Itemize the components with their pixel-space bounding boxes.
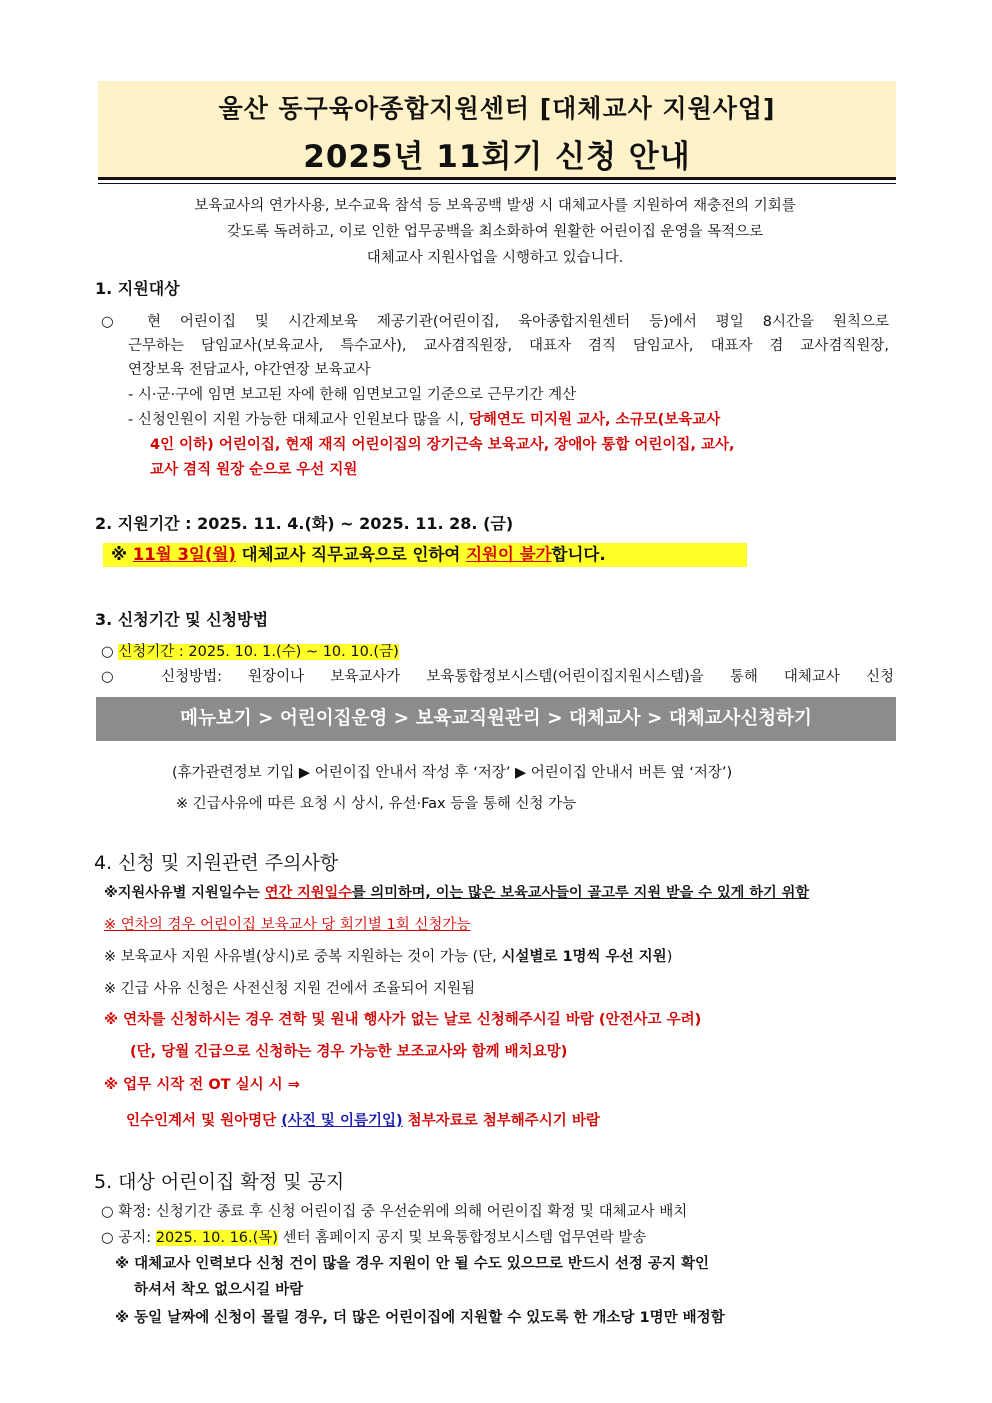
intro-line: 대체교사 지원사업을 시행하고 있습니다.: [366, 250, 624, 266]
menu-path-bar: 메뉴보기 > 어린이집운영 > 보육교직원관리 > 대체교사 > 대체교사신청하기: [96, 697, 896, 741]
s2-date: 11월 3일(월): [132, 545, 236, 564]
s1-line: 근무하는 담임교사(보육교사, 특수교사), 교사겸직원장, 대표자 겸직 담임교사, 대표자 겸 교사겸직원장,: [128, 338, 889, 354]
s4-note: [104, 882, 809, 902]
s5-line: ○ 확정: 신청기간 종료 후 신청 어린이집 중 우선순위에 의해 어린이집 확정 및 대체교사 배치: [101, 1204, 688, 1220]
section5-heading: 5. 대상 어린이집 확정 및 공지: [94, 1171, 345, 1193]
s5-line: ※ 대체교사 인력보다 신청 건이 많을 경우 지원이 안 될 수도 있으므로 반드시 선정 공지 확인: [115, 1256, 710, 1272]
s2-text: 합니다.: [551, 545, 606, 564]
s4-annual-days: 연간 지원일수: [264, 885, 352, 901]
s4-note: (단, 당월 긴급으로 신청하는 경우 가능한 보조교사와 함께 배치요망): [130, 1044, 568, 1060]
s3-sub: ※ 긴급사유에 따른 요청 시 상시, 유선·Fax 등을 통해 신청 가능: [176, 796, 577, 812]
s5-line: [101, 1226, 646, 1247]
s5-line: ※ 동일 날짜에 신청이 몰릴 경우, 더 많은 어린이집에 지원할 수 있도록 한 개소당 1명만 배정함: [115, 1310, 725, 1326]
s1-text: - 신청인원이 지원 가능한 대체교사 인원보다 많을 시,: [128, 412, 469, 428]
s4-photo-name: (사진 및 이름기입): [281, 1113, 403, 1129]
s4-note: [104, 945, 672, 966]
s3-mark: ○: [101, 644, 119, 660]
s1-priority-text: 당해연도 미지원 교사, 소규모(보육교사: [468, 412, 721, 428]
intro-line: 갖도록 독려하고, 이로 인한 업무공백을 최소화하여 원활한 어린이집 운영을 목적으로: [226, 224, 764, 240]
s4-note: ※ 연차의 경우 어린이집 보육교사 당 회기별 1회 신청가능: [104, 917, 471, 933]
section1-heading: 1. 지원대상: [95, 279, 180, 298]
s5-date: 2025. 10. 16.(목): [155, 1230, 278, 1246]
s5-text: ○ 공지:: [101, 1230, 156, 1246]
s1-line: ○ 현 어린이집 및 시간제보육 제공기관(어린이집, 육아종합지원센터 등)에서 평일 8시간을 원칙으로: [101, 314, 889, 330]
s2-notice: [103, 543, 747, 567]
s4-note: [126, 1109, 600, 1130]
s4-text: ※ 보육교사 지원 사유별(상시)로 중복 지원하는 것이 가능 (단,: [104, 949, 502, 965]
s2-unavailable: 지원이 불가: [466, 545, 552, 564]
s3-sub: (휴가관련정보 기입 ▶ 어린이집 안내서 작성 후 ‘저장’ ▶ 어린이집 안내서 버튼 옆 ‘저장’): [172, 765, 733, 781]
section3-heading: 3. 신청기간 및 신청방법: [95, 610, 269, 629]
s4-text: ): [666, 949, 673, 965]
intro-line: 보육교사의 연가사용, 보수교육 참석 등 보육공백 발생 시 대체교사를 지원하여 재충전의 기회를: [194, 198, 796, 214]
s1-priority-line: 교사 겸직 원장 순으로 우선 지원: [150, 462, 358, 478]
s4-note: ※ 업무 시작 전 OT 실시 시 ⇒: [104, 1077, 300, 1093]
s4-text: 를 의미하며, 이는 많은 보육교사들이 골고루 지원 받을 수 있게 하기 위함: [351, 885, 810, 901]
s4-note: ※ 연차를 신청하시는 경우 견학 및 원내 행사가 없는 날로 신청해주시길 바람 (안전사고 우려): [104, 1012, 702, 1028]
s5-line: 하셔서 착오 없으시길 바람: [134, 1282, 304, 1298]
s3-period-text: 신청기간 : 2025. 10. 1.(수) ~ 10. 10.(금): [118, 644, 399, 660]
s4-text: ※지원사유별 지원일수는: [104, 885, 265, 901]
section4-heading: 4. 신청 및 지원관련 주의사항: [94, 852, 339, 874]
section2-heading: 2. 지원기간 : 2025. 11. 4.(화) ~ 2025. 11. 28. (금): [95, 514, 514, 533]
s4-bold-text: 시설별로 1명씩 우선 지원: [501, 949, 667, 965]
s4-text: 첨부자료로 첨부해주시기 바람: [402, 1113, 600, 1129]
title-banner: [98, 81, 896, 180]
s3-period: [101, 640, 399, 661]
title-line2: 2025년 11회기 신청 안내: [303, 139, 691, 175]
s2-mark: ※: [111, 545, 133, 564]
s1-line: - 시·군·구에 임면 보고된 자에 한해 임면보고일 기준으로 근무기간 계산: [128, 387, 577, 403]
s4-note: ※ 긴급 사유 신청은 사전신청 지원 건에서 조율되어 지원됨: [104, 981, 476, 997]
s4-text: 인수인계서 및 원아명단: [126, 1113, 282, 1129]
s1-priority-line: 4인 이하) 어린이집, 현재 재직 어린이집의 장기근속 보육교사, 장애아 통합 어린이집, 교사,: [150, 437, 735, 453]
s1-line: [128, 408, 720, 429]
title-line1: 울산 동구육아종합지원센터 [대체교사 지원사업]: [218, 94, 776, 123]
s1-line: 연장보육 전담교사, 야간연장 보육교사: [128, 362, 371, 378]
intro-paragraph: [100, 193, 890, 271]
s5-text: 센터 홈페이지 공지 및 보육통합정보시스템 업무연락 발송: [277, 1230, 647, 1246]
s2-text: 대체교사 직무교육으로 인하여: [235, 545, 467, 564]
s3-method: ○ 신청방법: 원장이나 보육교사가 보육통합정보시스템(어린이집지원시스템)을 통해 대체교사 신청: [101, 669, 894, 685]
